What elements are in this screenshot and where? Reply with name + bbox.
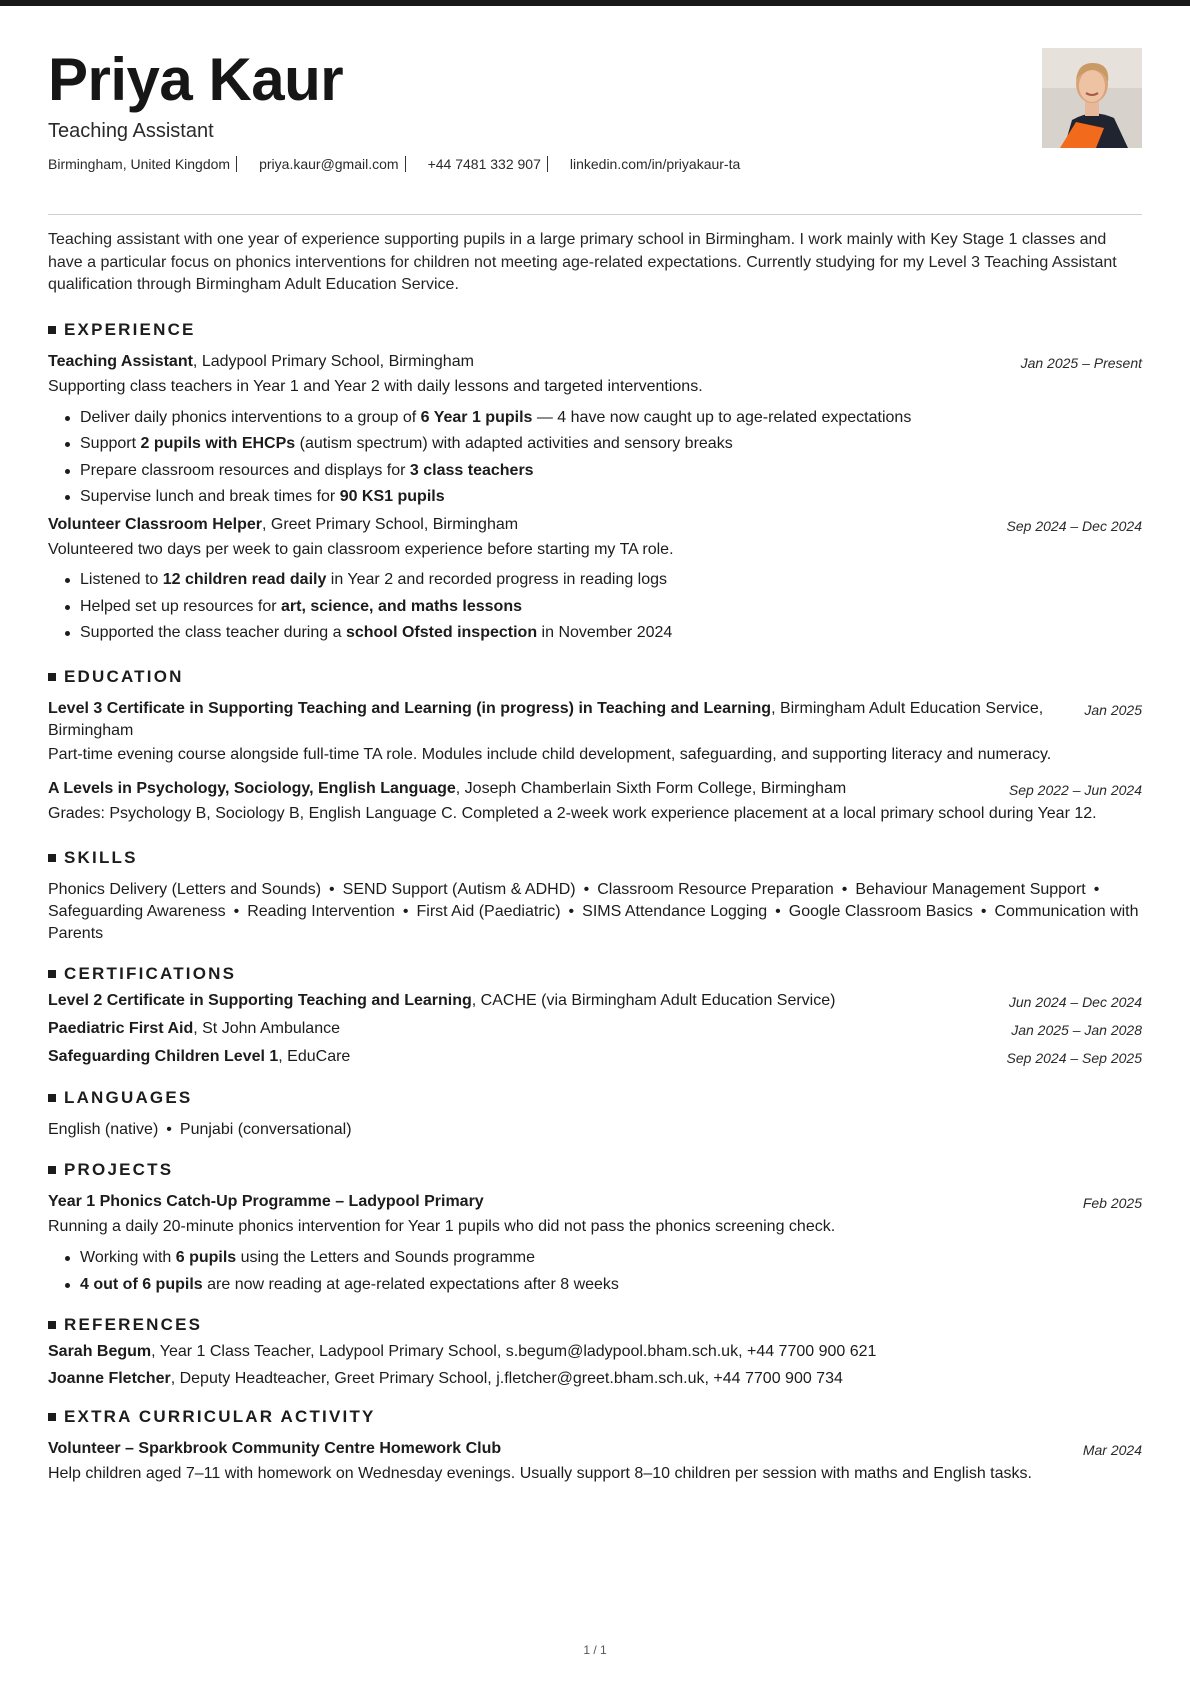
contact-separator	[547, 156, 548, 172]
project-description: Running a daily 20-minute phonics intervention for Year 1 pupils who did not pass the phonics screening check.	[48, 1218, 836, 1235]
bullet-dot-icon: •	[1093, 881, 1100, 898]
profile-photo-illustration	[1042, 48, 1142, 148]
job-org: , Ladypool Primary School, Birmingham	[192, 352, 474, 370]
education-description: Grades: Psychology B, Sociology B, English Language C. Completed a 2-week work experience placement at a local primary school during Year 12.	[48, 805, 1097, 822]
contact-separator	[236, 156, 237, 172]
bullet-text: Working with	[80, 1249, 176, 1266]
list-item	[80, 1247, 1142, 1269]
job-org: , Greet Primary School, Birmingham	[261, 516, 519, 533]
certification-name: Paediatric First Aid	[48, 1020, 194, 1037]
education-date: Sep 2022 – Jun 2024	[1008, 782, 1142, 798]
bullet-text: Support	[80, 435, 141, 452]
bullet-highlight: 2 pupils with EHCPs	[140, 435, 296, 452]
skill-item: Classroom Resource Preparation	[597, 881, 834, 898]
skill-item: SEND Support (Autism & ADHD)	[342, 881, 576, 898]
contact-line	[48, 156, 1142, 172]
experience-entry	[48, 514, 1142, 644]
section-heading-experience	[48, 319, 1142, 341]
activity-date: Mar 2024	[1082, 1441, 1142, 1458]
project-date: Feb 2025	[1082, 1195, 1142, 1211]
section-heading-label: PROJECTS	[64, 1160, 174, 1179]
contact-location: Birmingham, United Kingdom	[48, 156, 231, 172]
bullet-highlight: school Ofsted inspection	[345, 624, 538, 641]
contact-email[interactable]: priya.kaur@gmail.com	[259, 156, 399, 172]
job-date: Sep 2024 – Dec 2024	[1006, 518, 1142, 534]
certification-name: Level 2 Certificate in Supporting Teaching and Learning	[48, 992, 472, 1009]
entry-header	[48, 514, 1142, 537]
section-heading-label: EXPERIENCE	[64, 319, 196, 339]
bullet-dot-icon: •	[980, 903, 987, 920]
list-item	[80, 569, 1142, 591]
list-item	[80, 622, 1142, 644]
entry-header	[48, 351, 1142, 374]
section-heading-label: EXTRA CURRICULAR ACTIVITY	[64, 1406, 376, 1426]
list-item	[80, 433, 1142, 455]
bullet-text: in Year 2 and recorded progress in reading logs	[326, 571, 668, 588]
education-description: Part-time evening course alongside full-time TA role. Modules include child development, safeguarding, and supporting literacy and numeracy.	[48, 746, 1052, 763]
section-heading-languages	[48, 1087, 1142, 1109]
bullet-text: (autism spectrum) with adapted activities and sensory breaks	[295, 435, 733, 452]
heading-square-icon	[48, 326, 56, 334]
activity-title: Volunteer – Sparkbrook Community Centre Homework Club	[48, 1439, 502, 1457]
candidate-title: Teaching Assistant	[48, 120, 214, 142]
section-heading-extra-curricular	[48, 1406, 1142, 1428]
entry-header	[48, 778, 1142, 801]
contact-separator	[405, 156, 406, 172]
bullet-highlight: 4 out of 6 pupils	[80, 1275, 203, 1293]
skill-item: First Aid (Paediatric)	[416, 903, 561, 920]
bullet-dot-icon: •	[775, 903, 781, 920]
contact-phone[interactable]: +44 7481 332 907	[427, 156, 541, 172]
entry-title-line	[48, 351, 1021, 373]
reference-detail: , Deputy Headteacher, Greet Primary School, j.fletcher@greet.bham.sch.uk, +44 7700 900 734	[170, 1369, 843, 1387]
qualification-name: Level 3 Certificate in Supporting Teaching and Learning (in progress) in Teaching and Learning	[48, 700, 772, 717]
heading-square-icon	[48, 1413, 56, 1421]
job-bullets	[48, 407, 1142, 509]
list-item	[80, 486, 1142, 508]
institution: , Joseph Chamberlain Sixth Form College, Birmingham	[455, 780, 847, 797]
bullet-dot-icon: •	[166, 1121, 172, 1138]
top-accent-bar	[0, 0, 1190, 6]
reference-name: Joanne Fletcher	[48, 1369, 171, 1387]
certification-row	[48, 1018, 1142, 1041]
certification-issuer: , CACHE (via Birmingham Adult Education Service)	[471, 992, 836, 1009]
certification-title	[48, 1018, 340, 1041]
list-item	[80, 407, 1142, 429]
bullet-highlight: 6 pupils	[175, 1249, 237, 1266]
section-heading-certifications	[48, 963, 1142, 985]
heading-square-icon	[48, 1094, 56, 1102]
project-title: Year 1 Phonics Catch-Up Programme – Ladypool Primary	[48, 1193, 484, 1210]
section-heading-education	[48, 666, 1142, 688]
certification-name: Safeguarding Children Level 1	[48, 1048, 279, 1065]
project-entry	[48, 1191, 1142, 1296]
bullet-dot-icon: •	[583, 881, 590, 898]
bullet-text: are now reading at age-related expectations after 8 weeks	[202, 1275, 619, 1293]
bullet-text: — 4 have now caught up to age-related expectations	[532, 408, 912, 426]
entry-title-line	[48, 514, 1007, 536]
entry-header	[48, 1191, 1142, 1214]
institution: , Birmingham Adult Education Service, Birmingham	[48, 700, 1044, 739]
reference-row	[48, 1368, 1142, 1390]
bullet-text: using the Letters and Sounds programme	[236, 1249, 536, 1266]
skill-item: SIMS Attendance Logging	[582, 903, 768, 920]
languages-list	[48, 1119, 1142, 1141]
bullet-text: in November 2024	[537, 624, 673, 641]
heading-square-icon	[48, 1166, 56, 1174]
certification-row	[48, 1046, 1142, 1069]
references-list	[48, 1341, 1142, 1390]
activity-description: Help children aged 7–11 with homework on Wednesday evenings. Usually support 8–10 children per session with maths and English tasks.	[48, 1464, 1032, 1482]
candidate-name: Priya Kaur	[48, 46, 344, 113]
certifications-list	[48, 990, 1142, 1069]
certification-date: Sep 2024 – Sep 2025	[1006, 1050, 1142, 1066]
bullet-text: Supported the class teacher during a	[80, 624, 346, 641]
certification-title	[48, 1046, 350, 1069]
bullet-text: Helped set up resources for	[80, 597, 281, 615]
entry-header	[48, 1438, 1142, 1461]
bullet-text: Deliver daily phonics interventions to a group of	[80, 408, 421, 426]
page-number: 1 / 1	[583, 1643, 607, 1657]
job-description: Volunteered two days per week to gain classroom experience before starting my TA role.	[48, 541, 674, 558]
reference-row	[48, 1341, 1142, 1363]
job-description: Supporting class teachers in Year 1 and Year 2 with daily lessons and targeted interventions.	[48, 377, 703, 395]
bullet-dot-icon: •	[841, 881, 848, 898]
bullet-dot-icon: •	[329, 881, 335, 898]
list-item	[80, 460, 1142, 482]
education-entry	[48, 778, 1142, 825]
heading-square-icon	[48, 1321, 56, 1329]
entry-title-line	[48, 778, 1009, 800]
section-heading-label: CERTIFICATIONS	[64, 964, 237, 983]
experience-entry	[48, 351, 1142, 509]
section-heading-label: LANGUAGES	[64, 1088, 193, 1107]
bullet-highlight: 3 class teachers	[409, 461, 534, 479]
section-heading-label: REFERENCES	[64, 1314, 203, 1334]
bullet-highlight: art, science, and maths lessons	[281, 597, 522, 615]
bullet-dot-icon: •	[402, 903, 409, 920]
section-heading-label: SKILLS	[64, 848, 138, 867]
section-heading-references	[48, 1314, 1142, 1336]
job-bullets	[48, 569, 1142, 644]
list-item	[80, 596, 1142, 618]
certification-issuer: , St John Ambulance	[193, 1020, 340, 1037]
certification-row	[48, 990, 1142, 1013]
bullet-dot-icon: •	[233, 903, 240, 920]
job-date: Jan 2025 – Present	[1020, 354, 1142, 371]
language-item: English (native)	[48, 1121, 159, 1138]
bullet-text: Prepare classroom resources and displays for	[80, 461, 410, 479]
list-item	[80, 1274, 1142, 1296]
language-item: Punjabi (conversational)	[179, 1121, 352, 1138]
skill-item: Safeguarding Awareness	[48, 903, 226, 920]
profile-photo	[1042, 48, 1142, 148]
skills-list	[48, 879, 1142, 945]
entry-header	[48, 698, 1142, 742]
skill-item: Phonics Delivery (Letters and Sounds)	[48, 881, 322, 898]
education-entry	[48, 698, 1142, 766]
contact-linkedin[interactable]: linkedin.com/in/priyakaur-ta	[569, 156, 741, 172]
job-role: Volunteer Classroom Helper	[48, 516, 262, 533]
bullet-highlight: 12 children read daily	[162, 571, 327, 588]
heading-square-icon	[48, 673, 56, 681]
extra-curricular-entry	[48, 1438, 1142, 1485]
heading-square-icon	[48, 970, 56, 978]
bullet-highlight: 6 Year 1 pupils	[420, 408, 533, 426]
education-date: Jan 2025	[1084, 702, 1142, 718]
section-heading-skills	[48, 847, 1142, 869]
heading-square-icon	[48, 854, 56, 862]
section-heading-label: EDUCATION	[64, 667, 184, 686]
bullet-text: Supervise lunch and break times for	[80, 488, 340, 505]
certification-title	[48, 990, 835, 1013]
bullet-dot-icon: •	[568, 903, 575, 920]
job-role: Teaching Assistant	[48, 352, 193, 370]
project-bullets	[48, 1247, 1142, 1296]
skill-item: Communication with Parents	[48, 903, 1139, 942]
certification-date: Jun 2024 – Dec 2024	[1008, 994, 1142, 1010]
bullet-highlight: 90 KS1 pupils	[339, 488, 445, 505]
skill-item: Behaviour Management Support	[855, 881, 1086, 898]
entry-title-line	[48, 698, 1084, 742]
certification-issuer: , EduCare	[278, 1048, 351, 1065]
certification-date: Jan 2025 – Jan 2028	[1011, 1022, 1142, 1038]
qualification-name: A Levels in Psychology, Sociology, English Language	[48, 780, 456, 797]
section-heading-projects	[48, 1159, 1142, 1181]
skill-item: Google Classroom Basics	[788, 903, 973, 920]
reference-name: Sarah Begum	[48, 1342, 152, 1360]
bullet-text: Listened to	[80, 571, 163, 588]
header-divider	[48, 214, 1142, 215]
resume-page	[48, 44, 1142, 1485]
resume-header	[48, 44, 1142, 192]
reference-detail: , Year 1 Class Teacher, Ladypool Primary School, s.begum@ladypool.bham.sch.uk, +44 7700 900 621	[151, 1342, 877, 1360]
skill-item: Reading Intervention	[247, 903, 395, 920]
profile-summary: Teaching assistant with one year of experience supporting pupils in a large primary school in Birmingham. I work mainly with Key Stage 1 classes and have a particular focus on phonics interventions for children not meeting age-related expectations. Currently studying for my Level 3 Teaching Assistant qualification through Birmingham Adult Education Service.	[48, 231, 1117, 293]
